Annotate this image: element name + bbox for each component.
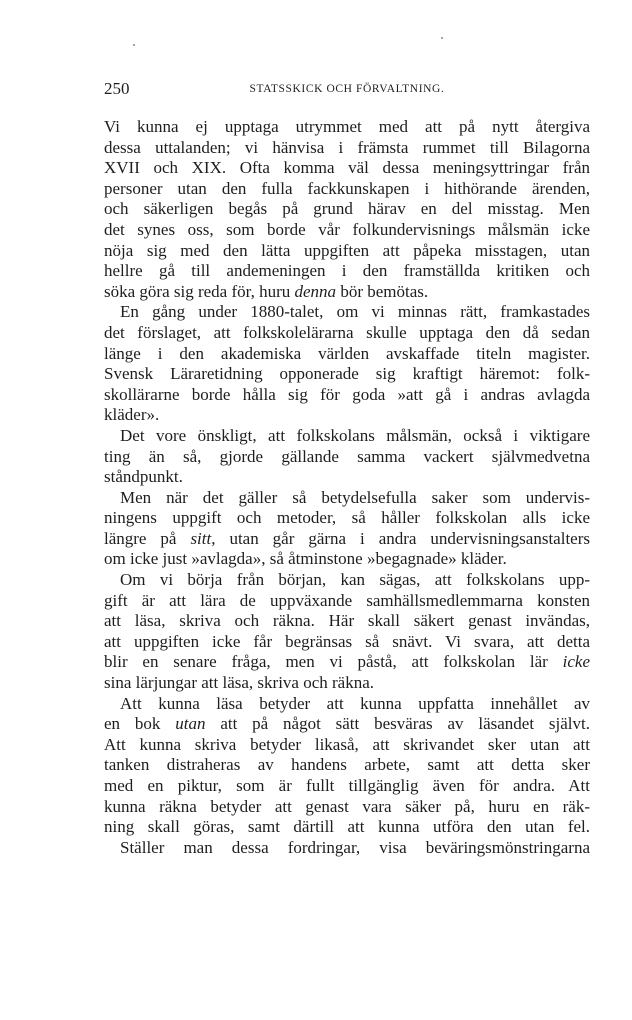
text-run: längre på — [104, 528, 191, 548]
text-line: sina lärjungar att läsa, skriva och räkna. — [104, 673, 375, 693]
text-line: det synes oss, som borde vår folkundervisnings målsmän icke — [104, 219, 590, 239]
text-line: En gång under 1880-talet, om vi minnas rätt, framkastades — [120, 302, 590, 322]
text-line: tanken distraheras av handens arbete, samt att detta sker — [104, 755, 590, 775]
text-run: blir en senare fråga, men vi påstå, att folkskolan lär — [104, 652, 563, 672]
text-line — [104, 714, 590, 735]
text-run: söka göra sig reda för, huru — [104, 281, 295, 301]
paper-speck — [441, 37, 443, 39]
text-line: ting än så, gjorde gällande samma vackert självmedvetna — [104, 446, 590, 466]
paragraph — [104, 302, 590, 426]
text-line: Att kunna skriva betyder likaså, att skrivandet sker utan att — [104, 734, 590, 754]
text-line: att läsa, skriva och räkna. Här skall säkert genast invändas, — [104, 611, 590, 631]
text-line: dessa uttalanden; vi hänvisa i främsta rummet till Bilagorna — [104, 137, 590, 157]
paragraph — [104, 570, 590, 694]
text-line — [104, 652, 590, 673]
text-line: om icke just »avlagda», så åtminstone »begagnade» kläder. — [104, 549, 507, 569]
emphasis: sitt — [190, 528, 212, 548]
body-text — [104, 117, 590, 858]
paragraph — [104, 426, 590, 488]
text-line: ningens uppgift och metoder, så håller folkskolan alls icke — [104, 508, 590, 528]
text-line: Svensk Läraretidning opponerade sig kraftigt häremot: folk- — [104, 364, 590, 384]
text-line: Att kunna läsa betyder att kunna uppfatta innehållet av — [120, 693, 590, 713]
text-line: Det vore önskligt, att folkskolans målsmän, också i viktigare — [120, 425, 590, 445]
paragraph — [104, 117, 590, 302]
text-line: Men när det gäller så betydelsefulla saker som undervis- — [120, 487, 590, 507]
text-run: en bok — [104, 714, 176, 734]
text-run: att på något sätt besväras av läsandet självt. — [205, 714, 590, 734]
text-line: Om vi börja från början, kan sägas, att folkskolans upp- — [120, 570, 590, 590]
text-line: ning skall göras, samt därtill att kunna utföra den utan fel. — [104, 817, 590, 837]
text-run: bör bemötas. — [336, 281, 429, 301]
text-line: länge i den akademiska världen avskaffade titeln magister. — [104, 343, 590, 363]
paper-speck — [133, 44, 135, 46]
text-line: skollärarne borde hålla sig för goda »att gå i andras avlagda — [104, 384, 590, 404]
page-header — [104, 79, 590, 101]
text-line: XVII och XIX. Ofta komma väl dessa meningsyttringar från — [104, 158, 590, 178]
text-line — [104, 282, 590, 303]
text-line: personer utan den fulla fackkunskapen i hithörande ärenden, — [104, 178, 590, 198]
emphasis: icke — [562, 652, 590, 672]
text-line: ståndpunkt. — [104, 467, 183, 487]
text-line: gift är att lära de uppväxande samhällsmedlemmarna konsten — [104, 590, 590, 610]
text-line: med en piktur, som är fullt tillgänglig även för andra. Att — [104, 776, 590, 795]
text-run: , utan går gärna i andra undervisningsanstalters — [211, 528, 590, 548]
text-line: kunna räkna betyder att genast vara säker på, huru en räk- — [104, 796, 590, 816]
text-line: det förslaget, att folkskolelärarna skulle upptaga den då sedan — [104, 322, 590, 342]
page-number: 250 — [104, 79, 130, 98]
text-line: hellre gå till andemeningen i den framställda kritiken och — [104, 261, 590, 281]
text-line: Ställer man dessa fordringar, visa beväringsmönstringarna — [120, 837, 590, 857]
text-line: Vi kunna ej upptaga utrymmet med att på nytt återgiva — [104, 117, 590, 136]
text-line: nöja sig med den lätta uppgiften att påpeka misstagen, utan — [104, 240, 590, 260]
emphasis: denna — [294, 281, 337, 301]
text-line: att uppgiften icke får begränsas så snävt. Vi svara, att detta — [104, 631, 590, 651]
running-title: STATSSKICK OCH FÖRVALTNING. — [249, 83, 445, 95]
emphasis: utan — [175, 714, 206, 734]
text-line — [104, 529, 590, 550]
paragraph — [104, 488, 590, 570]
text-line: och säkerligen begås på grund härav en del misstag. Men — [104, 199, 590, 219]
text-line: kläder». — [104, 405, 160, 425]
paragraph — [104, 694, 590, 859]
